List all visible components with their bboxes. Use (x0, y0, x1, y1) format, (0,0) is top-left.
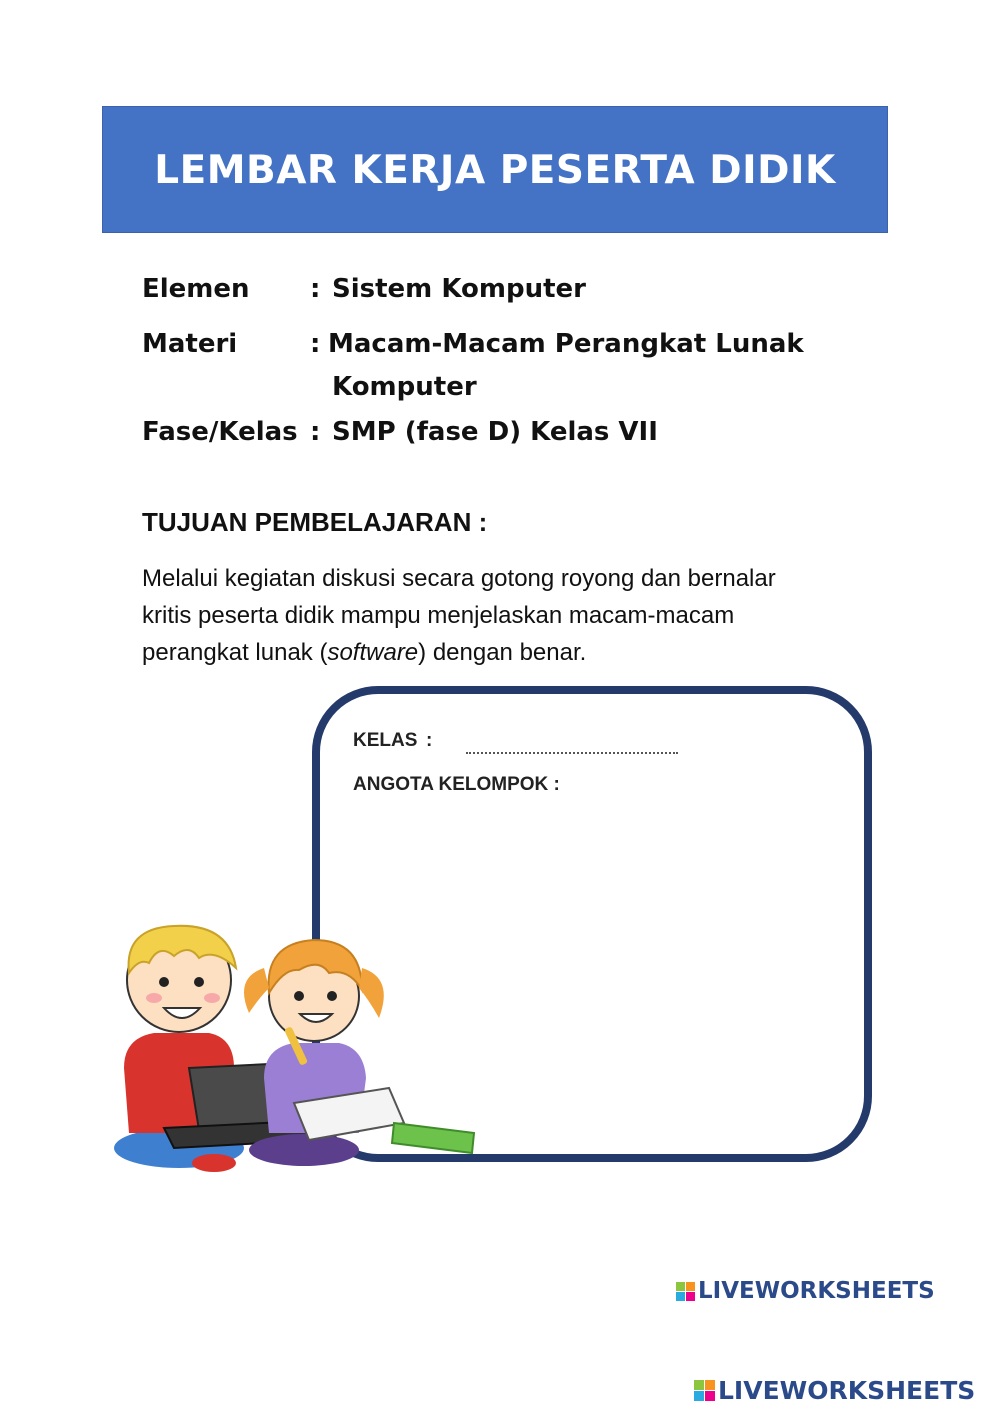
liveworksheets-watermark (676, 1278, 935, 1304)
info-key: Materi (142, 329, 238, 359)
info-value: SMP (fase D) Kelas VII (332, 417, 658, 447)
info-colon: : (310, 329, 321, 359)
tujuan-text: ) dengan benar. (418, 639, 587, 666)
info-value: Sistem Komputer (332, 274, 586, 304)
page-title: LEMBAR KERJA PESERTA DIDIK (154, 148, 836, 193)
anggota-kelompok-label: ANGOTA KELOMPOK : (353, 774, 560, 795)
tujuan-line (142, 634, 862, 671)
liveworksheets-logo-icon (676, 1282, 695, 1301)
info-key: Elemen (142, 274, 250, 304)
title-banner (102, 106, 888, 233)
children-with-laptop-illustration (104, 918, 484, 1188)
kelas-label: KELAS (353, 730, 418, 751)
info-value: Macam-Macam Perangkat Lunak (328, 329, 804, 359)
watermark-text: LIVEWORKSHEETS (718, 1376, 976, 1405)
liveworksheets-logo-icon (694, 1380, 715, 1401)
kelas-input-line[interactable] (466, 752, 678, 754)
info-key: Fase/Kelas (142, 417, 298, 447)
tujuan-line: Melalui kegiatan diskusi secara gotong royong dan bernalar (142, 565, 776, 592)
liveworksheets-watermark-bottom (694, 1376, 975, 1405)
info-colon: : (310, 274, 321, 304)
tujuan-emphasis: software (327, 639, 419, 666)
tujuan-paragraph (142, 560, 862, 671)
watermark-text: LIVEWORKSHEETS (698, 1278, 935, 1304)
info-colon: : (310, 417, 321, 447)
tujuan-text: perangkat lunak ( (142, 639, 328, 666)
kelas-colon: : (426, 730, 433, 751)
info-value-continued: Komputer (332, 372, 477, 402)
tujuan-line: kritis peserta didik mampu menjelaskan macam-macam (142, 602, 735, 629)
tujuan-heading: TUJUAN PEMBELAJARAN : (142, 507, 488, 537)
